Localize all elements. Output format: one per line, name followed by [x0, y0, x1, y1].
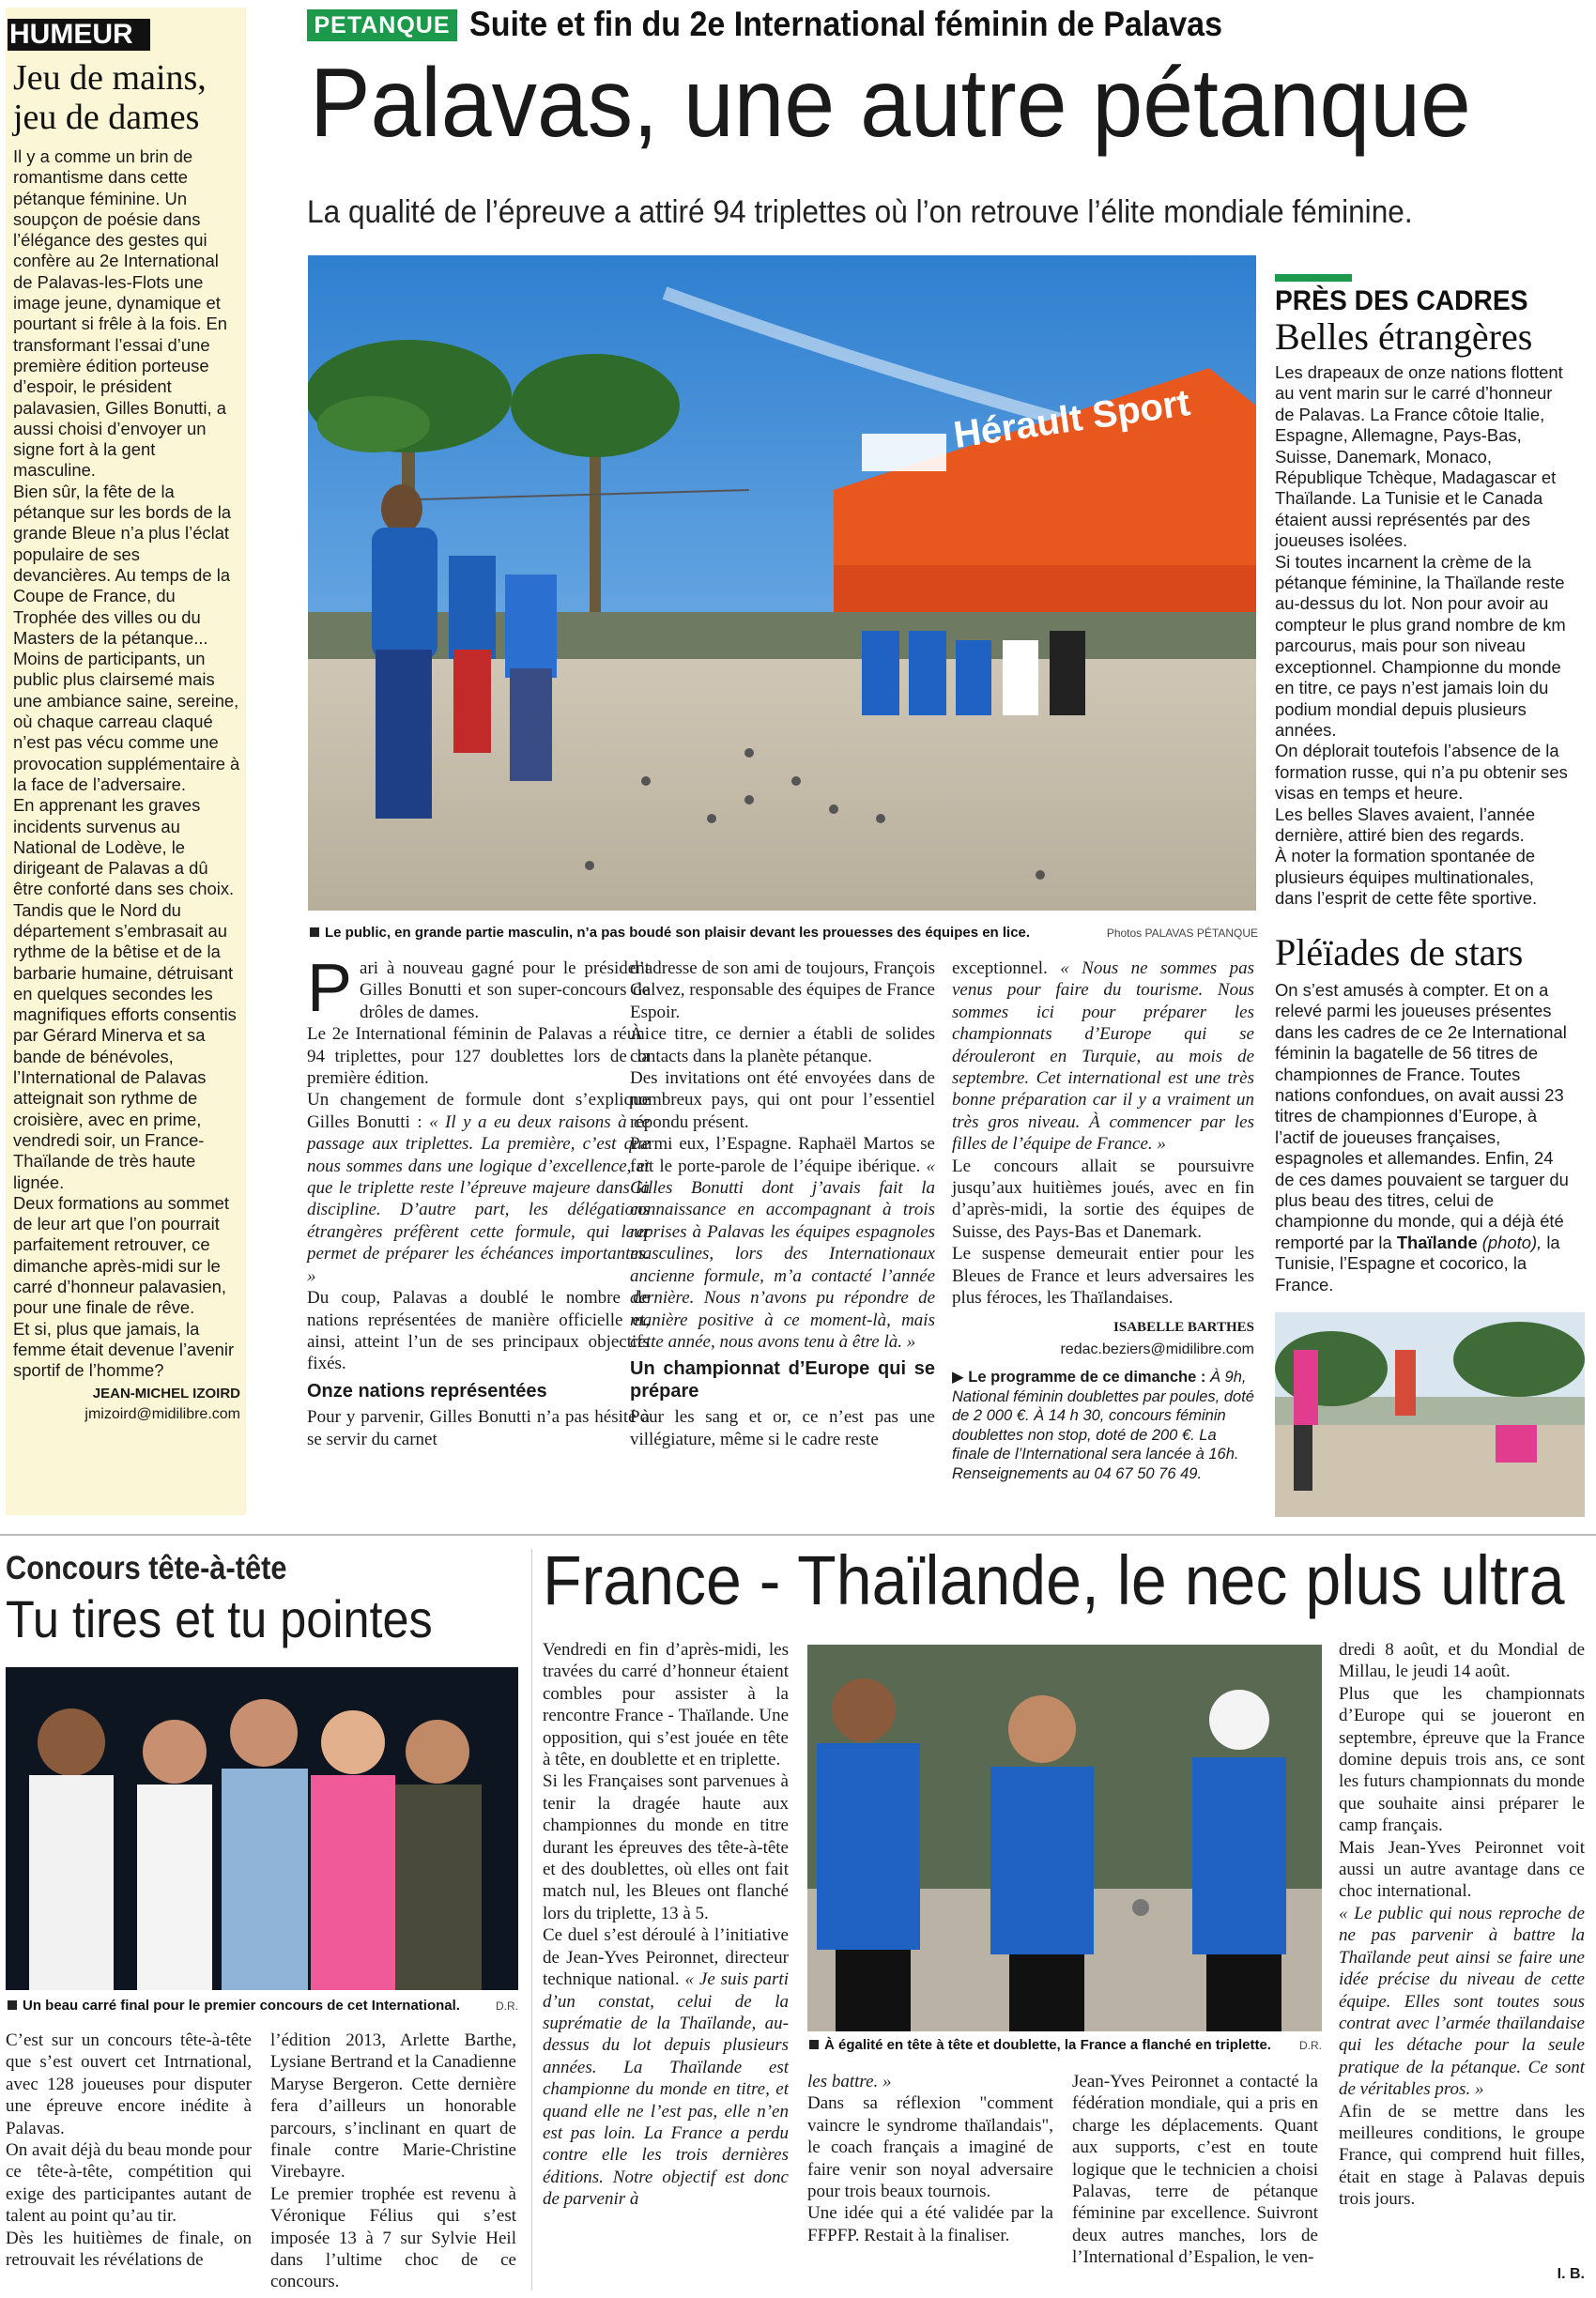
paragraph-text: exceptionnel. — [952, 958, 1048, 978]
paragraph: Mais Jean-Yves Peironnet voit aussi un autre avantage dans ce choc international. — [1339, 1837, 1585, 1902]
lead-paragraph — [307, 951, 650, 1026]
humeur-email[interactable]: jmizoird@midilibre.com — [84, 1405, 240, 1422]
photo-credit: D.R. — [1299, 2039, 1322, 2052]
concours-kicker: Concours tête-à-tête — [6, 1550, 287, 1586]
humeur-title: Jeu de mains, jeu de dames — [13, 58, 207, 137]
france-title: France - Thaïlande, le nec plus ultra — [543, 1541, 1565, 1619]
group-photo-image — [6, 1667, 518, 1990]
paragraph: Pour les sang et or, ce n’est pas une villégiature, même si le cadre reste — [630, 1407, 935, 1449]
french-players-image — [807, 1645, 1322, 2031]
quote: « Il y a eu deux raisons à ce passage aux triplettes. La première, c’est que nous sommes dans une logique d’excellence, et que le triplette reste l’épreuve majeure dans la discipline. D’autre part, les délégations étrangères préfèrent cette formule, qui leur permet de préparer les échéances importantes. » — [307, 1111, 650, 1286]
paragraph: Jean-Yves Peironnet a contacté la fédération mondiale, qui a pris en charge les déplacements. Quant aux supports, c’est en toute logique que le technicien a choisi Palavas, terre de pétanque féminine par excellence. Suivront deux autres manches, lors de l’International d’Espalion, le ven- — [1072, 2072, 1318, 2268]
france-col-4 — [1339, 1639, 1585, 2211]
concours-col-2: l’édition 2013, Arlette Barthe, Lysiane Bertrand et la Canadienne Maryse Bergeron. Cette dernière fera d’ailleurs un honorable parcours, s’inclinant en quart de finale contre Marie-Christine Virebayre. Le premier trophée est revenu à Véronique Félius qui s’est imposée 13 à 7 sur Sylvie Heil dans l’ultime choc de ce concours. — [270, 2030, 516, 2292]
paragraph: d’adresse de son ami de toujours, François Galvez, responsable des équipes de France Espoir. — [630, 958, 935, 1022]
france-signature: I. B. — [1557, 2266, 1585, 2282]
paragraph: Afin de se mettre dans les meilleures conditions, le groupe France, qui comprend huit filles, était en stage à Palavas depuis trois jours. — [1339, 2101, 1585, 2210]
programme — [952, 1368, 1254, 1483]
thai-players-image — [1275, 1312, 1585, 1517]
humeur-author: JEAN-MICHEL IZOIRD — [92, 1385, 240, 1402]
main-photo — [308, 255, 1256, 911]
paragraph: Du coup, Palavas a doublé le nombre de nations représentées de manière officielle et, ainsi, atteint l’un de ses principaux objectifs fixés. — [307, 1288, 650, 1374]
stars-body — [1275, 980, 1575, 1295]
section-divider — [0, 1534, 1596, 1536]
caption-square-icon — [310, 927, 319, 937]
paragraph: Le suspense demeurait entier pour les Bleues de France et leurs adversaires les plus féroces, les Thaïlandaises. — [952, 1244, 1254, 1309]
column-divider — [531, 1549, 532, 2290]
photo-credit: D.R. — [496, 1999, 518, 2013]
humeur-paragraph: Deux formations au sommet de leur art que l’on pourrait parfaitement retrouver, ce dimanche après-midi sur le carré d’honneur palavasien, pour une finale de rêve. — [13, 1192, 229, 1318]
paragraph — [952, 958, 1254, 1156]
cadres-label: PRÈS DES CADRES — [1275, 285, 1528, 316]
paragraph-text: Un changement de formule dont s’explique Gilles Bonutti : — [307, 1090, 650, 1132]
caption-square-icon — [809, 2040, 819, 2049]
humeur-paragraph: Il y a comme un brin de romantisme dans cette pétanque féminine. Un soupçon de poésie dans l’élégance des gestes qui confère au 2e International de Palavas-les-Flots une image jeune, dynamique et pourtant si frêle à la fois. En transformant l’essai d’une première édition porteuse d’espoir, le président palavasien, Gilles Bonutti, a aussi choisi d’envoyer un signe fort à la gent masculine. — [13, 146, 227, 481]
programme-label: Le programme de ce dimanche : — [968, 1369, 1206, 1386]
paragraph: dredi 8 août, et du Mondial de Millau, le jeudi 14 août. — [1339, 1640, 1585, 1682]
concours-title: Tu tires et tu pointes — [6, 1589, 433, 1648]
stars-text: On s’est amusés à compter. Et on a relevé parmi les joueuses présentes dans les cadres de ce 2e International féminin la bagatelle de 56 titres de championnes de France. Toutes nations confondues, on avait aussi 23 titres de championnes d’Europe, à l’actif de joueuses françaises, espagnoles et allemandes. Enfin, 24 de ces dames pouvaient se targuer du plus beau des titres, celui de championne du monde, qui a déjà été remporté par la — [1275, 980, 1569, 1252]
cadres-title: Belles étrangères — [1275, 315, 1533, 358]
main-col-3 — [952, 958, 1254, 1483]
paragraph: Une idée qui a été validée par la FFPFP. Restait à la finaliser. — [807, 2203, 1053, 2245]
caption-text: Un beau carré final pour le premier concours de cet International. — [23, 1998, 460, 2014]
cadres-body — [1275, 362, 1575, 910]
paragraph: Si les Françaises sont parvenues à tenir la dragée haute aux championnes du monde en titre durant les épreuves des tête-à-tête et des doublettes, où elles ont fait match nul, les Bleues ont flanché lors du triplette, 13 à 5. — [543, 1771, 789, 1923]
programme-arrow-icon: ▶ — [952, 1369, 964, 1386]
concours-col-1: C’est sur un concours tête-à-tête que s’est ouvert cet Intrnational, avec 128 joueuses pour disputer une épreuve encore inédite à Palavas. On avait déjà du beau monde pour ce tête-à-tête, compétition qui exige des participantes autant de talent au point qu’au tir. Dès les huitièmes de finale, on retrouvait les révélations de — [6, 2030, 252, 2271]
paragraph — [543, 1924, 789, 2210]
cadres-rule — [1275, 274, 1352, 282]
main-photo-caption — [310, 925, 1258, 941]
france-caption — [809, 2037, 1322, 2053]
author-email[interactable]: redac.beziers@midilibre.com — [1060, 1340, 1254, 1357]
author: ISABELLE BARTHES — [1113, 1319, 1254, 1335]
main-col-1 — [307, 951, 650, 1450]
paragraph: Dans sa réflexion "comment vaincre le syndrome thaïlandais", le coach français a imaginé de faire venir son noyal adversaire pour trois beaux tournois. — [807, 2093, 1053, 2202]
section-tag: PETANQUE — [307, 9, 457, 41]
cadres-paragraph: Les belles Slaves avaient, l’année dernière, attiré bien des regards. — [1275, 804, 1536, 845]
stars-title: Pléïades de stars — [1275, 931, 1524, 973]
concours-caption — [8, 1998, 518, 2014]
subhead: Onze nations représentées — [307, 1380, 547, 1402]
paragraph: Le 2e International féminin de Palavas a réuni 94 triplettes, pour 127 doublettes lors de la première édition. — [307, 1024, 650, 1089]
subhead: Un championnat d’Europe qui se prépare — [630, 1358, 935, 1402]
dropcap: P — [307, 951, 353, 1026]
france-photo — [807, 1645, 1322, 2031]
quote: « Le public qui nous reproche de ne pas parvenir à battre la Thaïlande peut ainsi se faire une idée précise du niveau de cette équipe. Elles sont toutes sous contrat avec l’armée thaïlandaise qui les détache pour la seule pratique de la pétanque. Ce sont de véritables pros. » — [1339, 1903, 1585, 2100]
lead-text: ari à nouveau gagné pour le président Gilles Bonutti et son super-concours de drôles de dames. — [360, 958, 650, 1022]
cadres-paragraph: On déplorait toutefois l’absence de la formation russe, qui n’a pu obtenir ses visas en temps et heure. — [1275, 741, 1568, 804]
france-col-3 — [1072, 2071, 1318, 2269]
petanque-scene-image — [308, 255, 1256, 911]
quote: « Je suis parti d’un constat, celui de la suprématie de la Thaïlande, au-dessus du lot depuis plusieurs années. La Thaïlande est championne du monde en titre, et quand elle ne l’est pas, elle n’en est pas loin. La France a perdu contre elle les trois dernières éditions. Notre objectif est donc de parvenir à — [543, 1969, 789, 2210]
paragraph: Vendredi en fin d’après-midi, les travées du carré d’honneur étaient combles pour assister à la rencontre France - Thaïlande. Une opposition, qui s’est jouée en tête à tête, en doublette et en triplette. — [543, 1640, 789, 1770]
paragraph — [630, 1133, 935, 1353]
caption-text: À égalité en tête à tête et doublette, la France a flanché en triplette. — [824, 2037, 1271, 2053]
cadres-paragraph: Les drapeaux de onze nations flottent au vent marin sur le carré d’honneur de Palavas. La France côtoie Italie, Espagne, Allemagne, Pays-Bas, Suisse, Danemark, Monaco, République Tchèque, Madagascar et Thaïlande. La Tunisie et le Canada étaient aussi représentés par des joueuses isolées. — [1275, 362, 1563, 551]
concours-photo — [6, 1667, 518, 1990]
humeur-paragraph: Et si, plus que jamais, la femme était devenue l’avenir sportif de l’homme? — [13, 1318, 235, 1381]
stars-italic: (photo), — [1481, 1232, 1542, 1252]
paragraph: À ce titre, ce dernier a établi de solides contacts dans la planète pétanque. — [630, 1024, 935, 1066]
stars-paragraph — [1275, 980, 1575, 1295]
quote: « Gilles Bonutti dont j’avais fait la connaissance en accompagnant à trois reprises à Palavas les équipes espagnoles masculines, lors des Internationaux ancienne formule, m’a contacté l’année dernière. Nous n’avons pu répondre de manière positive à ce moment-là, mais cette année, nous avons tenu à être là. » — [630, 1156, 935, 1352]
thailand-photo — [1275, 1312, 1585, 1517]
paragraph-text: Ce duel s’est déroulé à l’initiative de Jean-Yves Peironnet, directeur technique national. — [543, 1925, 789, 1990]
stars-bold: Thaïlande — [1396, 1232, 1478, 1252]
paragraph: Plus que les championnats d’Europe qui se joueront en septembre, épreuve que la France domine depuis trois ans, ce sont les futurs championnats du monde que souhaite ainsi préparer le camp français. — [1339, 1683, 1585, 1836]
main-title: Palavas, une autre pétanque — [310, 49, 1471, 158]
humeur-column — [6, 8, 246, 1515]
photo-credit: Photos PALAVAS PÉTANQUE — [1106, 927, 1258, 940]
programme-text: À 9h, National féminin doublettes par poules, doté de 2 000 €. À 14 h 30, concours féminin doublettes non stop, doté de 200 €. La finale de l’International sera lancée à 16h. Renseignements au 04 67 50 76 49. — [952, 1369, 1254, 1482]
france-col-2 — [807, 2071, 1053, 2246]
main-col-2 — [630, 958, 935, 1450]
humeur-paragraph: Bien sûr, la fête de la pétanque sur les bords de la grande Bleue n’a plus l’éclat populaire de ses devancières. Au temps de la Coupe de France, du Trophée des villes ou du Masters de la pétanque... Moins de participants, un public plus clairsemé mais une ambiance saine, sereine, où chaque carreau claqué n’est pas vécu comme une provocation supplémentaire à la face de l’adversaire. — [13, 481, 240, 794]
subtitle: La qualité de l’épreuve a attiré 94 triplettes où l’on retrouve l’élite mondiale féminine. — [307, 194, 1413, 230]
caption-square-icon — [8, 2000, 17, 2010]
quote-end: les battre. » — [807, 2072, 892, 2091]
caption-text: Le public, en grande partie masculin, n’a pas boudé son plaisir devant les prouesses des équipes en lice. — [325, 925, 1031, 941]
paragraph — [307, 1089, 650, 1287]
stand-sign: Hérault Sport — [951, 382, 1193, 456]
cadres-paragraph: Si toutes incarnent la crème de la pétanque féminine, la Thaïlande reste au-dessus du lot. Non pour avoir au compteur le plus grand nombre de km parcourus, mais pour son niveau exceptionnel. Championne du monde en titre, ce pays n’est jamais loin du podium mondial depuis plusieurs années. — [1275, 551, 1566, 740]
stars-text-end: la Tunisie, l’Espagne et cocorico, la France. — [1275, 1232, 1560, 1295]
paragraph: Le concours allait se poursuivre jusqu’aux huitièmes joués, avec en fin d’après-midi, la sortie des équipes de Suisse, des Pays-Bas et Danemark. — [952, 1156, 1254, 1242]
cadres-paragraph: À noter la formation spontanée de plusieurs équipes multinationales, dans l’esprit de cette fête sportive. — [1275, 846, 1538, 909]
humeur-label: HUMEUR — [8, 19, 150, 51]
humeur-body — [13, 146, 240, 1425]
quote: « Nous ne sommes pas venus pour faire du tourisme. Nous sommes ici pour préparer les championnats d’Europe qui se dérouleront en Turquie, au mois de septembre. Cet international est une très bonne préparation car il y a vraiment un très gros niveau. À commencer par les filles de l’équipe de France. » — [952, 958, 1254, 1155]
paragraph: Pour y parvenir, Gilles Bonutti n’a pas hésité à se servir du carnet — [307, 1407, 650, 1449]
humeur-paragraph: En apprenant les graves incidents survenus au National de Lodève, le dirigeant de Palavas a dû être conforté dans ses choix. Tandis que le Nord du département s’embrasait au rythme de la bêtise et de la barbarie humaine, détruisant en quelques secondes les magnifiques efforts consentis par Gérard Minerva et sa bande de bénévoles, l’International de Palavas atteignait son rythme de croisière, avec en prime, vendredi soir, un France-Thaïlande de très haute lignée. — [13, 795, 237, 1192]
paragraph: Des invitations ont été envoyées dans de nombreux pays, qui ont pour l’essentiel répondu présent. — [630, 1068, 935, 1132]
paragraph-text: Parmi eux, l’Espagne. Raphaël Martos se fait le porte-parole de l’équipe ibérique. — [630, 1134, 935, 1176]
france-col-1 — [543, 1639, 789, 2211]
kicker: Suite et fin du 2e International féminin de Palavas — [469, 5, 1223, 43]
